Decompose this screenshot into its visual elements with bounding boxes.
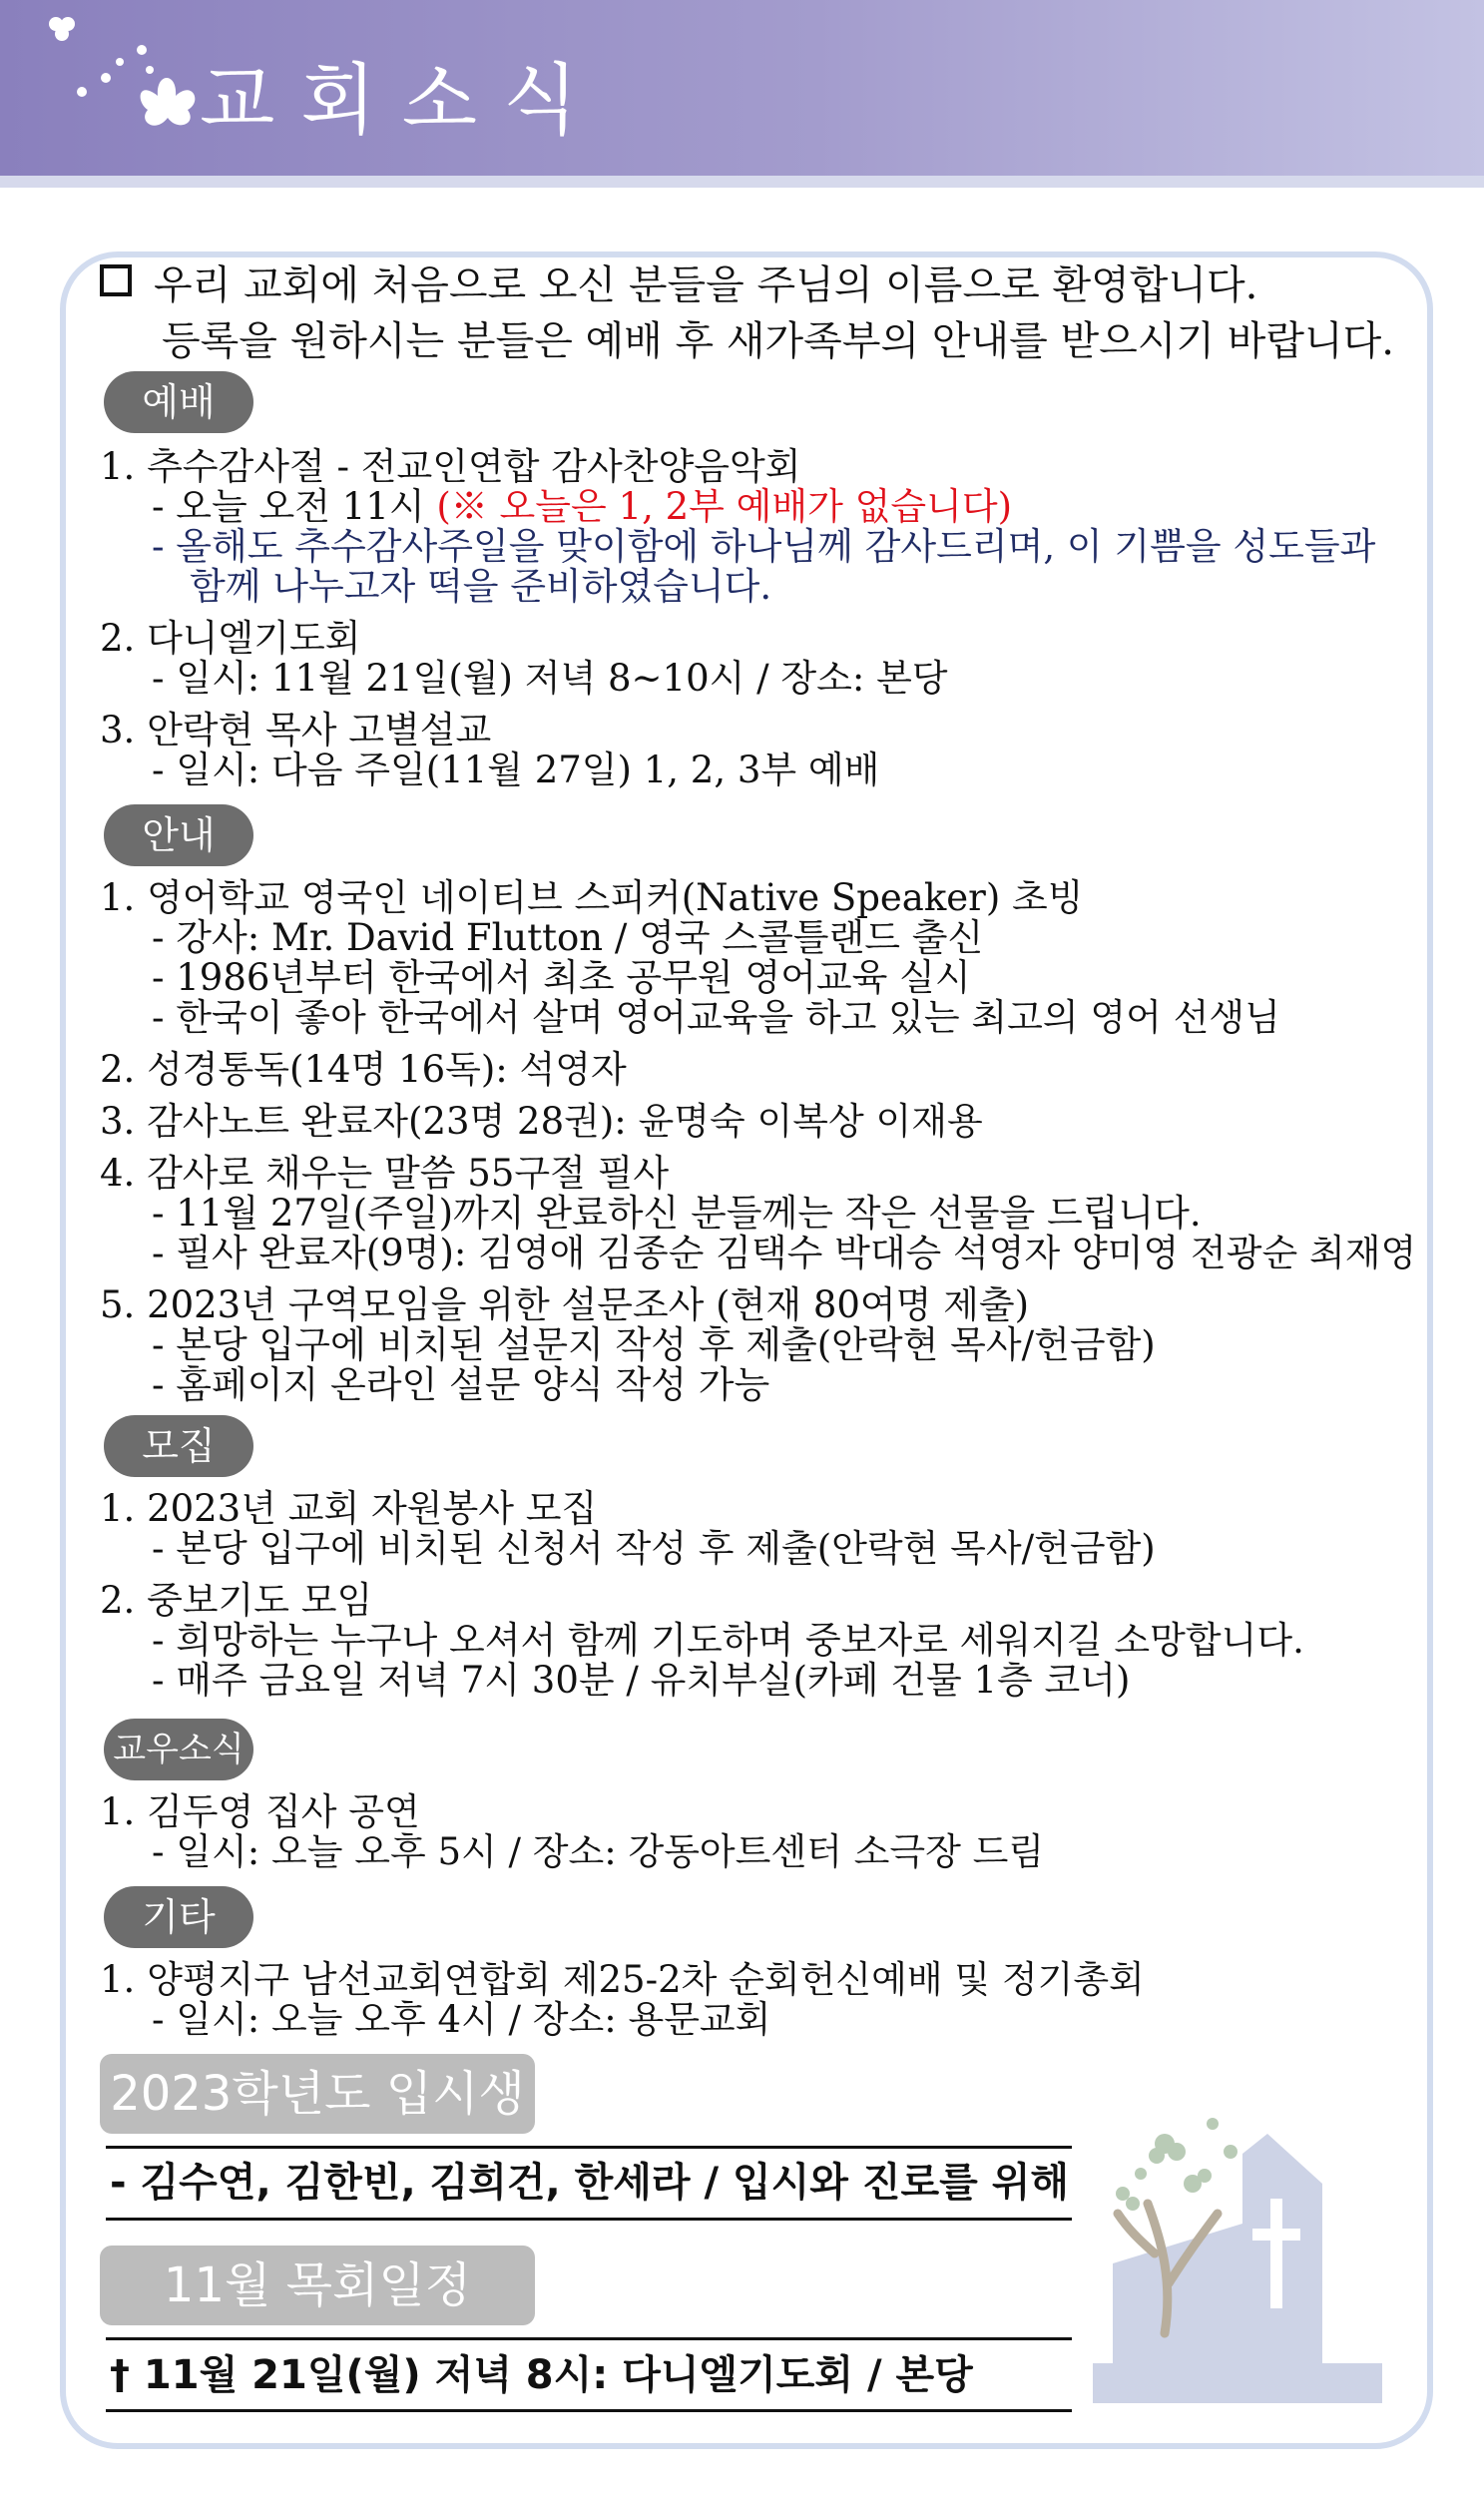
schedule-label: 11월 목회일정 (100, 2246, 535, 2325)
sub-item: - 1986년부터 한국에서 최초 공무원 영어교육 실시 (152, 956, 971, 999)
sub-item-continued: 함께 나누고자 떡을 준비하였습니다. (190, 565, 772, 608)
schedule-item: † 11월 21일(월) 저녁 8시: 다니엘기도회 / 본당 (110, 2352, 973, 2398)
sub-item: - 매주 금요일 저녁 7시 30분 / 유치부실(카페 건물 1층 코너) (152, 1659, 1131, 1702)
divider (106, 2146, 1072, 2149)
section-label-notice: 안내 (104, 804, 253, 866)
divider (106, 2218, 1072, 2221)
section-members (100, 1792, 1044, 1884)
list-item: 5. 2023년 구역모임을 위한 설문조사 (현재 80여명 제출) (100, 1283, 1030, 1326)
sub-item: - 일시: 오늘 오후 4시 / 장소: 용문교회 (152, 1998, 771, 2041)
sub-item: - 일시: 11월 21일(월) 저녁 8~10시 / 장소: 본당 (152, 657, 948, 700)
welcome-message (100, 257, 1394, 369)
divider (106, 2337, 1072, 2340)
section-worship (100, 447, 1375, 802)
church-illustration-icon (1093, 2104, 1392, 2403)
checkbox-bullet-icon (100, 264, 132, 296)
sub-item: - 한국이 좋아 한국에서 살며 영어교육을 하고 있는 최고의 영어 선생님 (152, 996, 1280, 1039)
divider (106, 2409, 1072, 2412)
section-recruit (100, 1489, 1304, 1713)
sub-item: - 강사: Mr. David Flutton / 영국 스콜틀랜드 출신 (152, 916, 984, 959)
list-item: 1. 영어학교 영국인 네이티브 스피커(Native Speaker) 초빙 (100, 876, 1084, 919)
list-item: 3. 감사노트 완료자(23명 28권): 윤명숙 이복상 이재용 (100, 1100, 983, 1143)
list-item: 1. 추수감사절 - 전교인연합 감사찬양음악회 (100, 445, 801, 488)
sub-item: - 일시: 다음 주일(11월 27일) 1, 2, 3부 예배 (152, 749, 880, 791)
sub-item: - 홈페이지 온라인 설문 양식 작성 가능 (152, 1363, 770, 1406)
exam-students-list: - 김수연, 김한빈, 김희건, 한세라 / 입시와 진로를 위해 (110, 2160, 1070, 2206)
sub-item: - 필사 완료자(9명): 김영애 김종순 김택수 박대승 석영자 양미영 전광순 최재영 (152, 1232, 1417, 1274)
section-label-recruit: 모집 (104, 1415, 253, 1477)
list-item: 2. 다니엘기도회 (100, 617, 361, 660)
page-title: 교회소식 (200, 56, 605, 146)
list-item: 4. 감사로 채우는 말씀 55구절 필사 (100, 1152, 670, 1195)
welcome-line-1: 우리 교회에 처음으로 오신 분들을 주님의 이름으로 환영합니다. (154, 262, 1258, 308)
sub-item: - 일시: 오늘 오후 5시 / 장소: 강동아트센터 소극장 드림 (152, 1830, 1045, 1873)
sub-item: - 올해도 추수감사주일을 맞이함에 하나님께 감사드리며, 이 기쁨을 성도들과 (152, 525, 1376, 568)
section-etc (100, 1960, 1145, 2052)
header-underline (0, 176, 1484, 188)
section-label-worship: 예배 (104, 371, 253, 433)
sub-item: - 11월 27일(주일)까지 완료하신 분들께는 작은 선물을 드립니다. (152, 1192, 1202, 1235)
list-item: 2. 성경통독(14명 16독): 석영자 (100, 1048, 627, 1091)
list-item: 3. 안락현 목사 고별설교 (100, 709, 492, 751)
sub-item: - 본당 입구에 비치된 신청서 작성 후 제출(안락현 목사/헌금함) (152, 1527, 1156, 1570)
section-notice (100, 878, 1416, 1417)
exam-students-label: 2023학년도 입시생 (100, 2054, 535, 2134)
list-item: 2. 중보기도 모임 (100, 1579, 373, 1622)
welcome-line-2: 등록을 원하시는 분들은 예배 후 새가족부의 안내를 받으시기 바랍니다. (162, 318, 1394, 364)
list-item: 1. 양평지구 남선교회연합회 제25-2차 순회헌신예배 및 정기총회 (100, 1958, 1145, 2001)
sub-item: - 희망하는 누구나 오셔서 함께 기도하며 중보자로 세워지길 소망합니다. (152, 1619, 1304, 1662)
section-label-etc: 기타 (104, 1886, 253, 1948)
list-item: 1. 2023년 교회 자원봉사 모집 (100, 1487, 598, 1530)
list-item: 1. 김두영 집사 공연 (100, 1790, 420, 1833)
section-label-members: 교우소식 (104, 1719, 253, 1780)
sub-item: - 오늘 오전 11시 (152, 485, 437, 528)
no-service-notice: (※ 오늘은 1, 2부 예배가 없습니다) (436, 485, 1013, 528)
sub-item: - 본당 입구에 비치된 설문지 작성 후 제출(안락현 목사/헌금함) (152, 1323, 1156, 1366)
